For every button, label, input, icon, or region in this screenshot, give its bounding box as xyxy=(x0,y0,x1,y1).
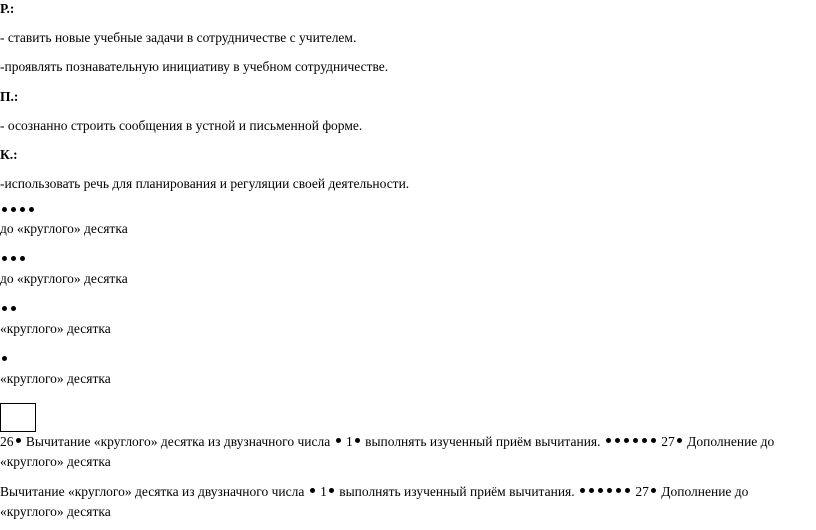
bullet-dots-1 xyxy=(2,356,7,366)
bullet-dot-icon xyxy=(598,488,603,493)
bullet-dot-icon xyxy=(580,488,585,493)
lesson-number: 26 xyxy=(0,434,14,449)
heading-p: П.: xyxy=(0,89,19,104)
bullet-dot-icon xyxy=(624,438,629,443)
lesson-hours: 1 xyxy=(320,484,327,499)
bullet-dot-icon xyxy=(11,256,16,261)
lesson-title: Вычитание «круглого» десятка из двузначного числа xyxy=(0,484,305,499)
next-lesson-number: 27 xyxy=(661,434,675,449)
bottom-line-3 xyxy=(0,483,748,500)
r-item-2: -проявлять познавательную инициативу в учебном сотрудничестве. xyxy=(0,59,389,74)
next-lesson-title: Дополнение до xyxy=(687,434,775,449)
dot-group-2-text: до «круглого» десятка xyxy=(0,271,128,286)
lesson-title: Вычитание «круглого» десятка из двузначного числа xyxy=(25,434,331,449)
bullet-dot-icon xyxy=(20,256,25,261)
bullet-dot-icon xyxy=(310,488,315,493)
empty-box xyxy=(0,403,36,432)
bullet-dot-icon xyxy=(2,256,7,261)
bottom-line-1 xyxy=(0,433,774,450)
bullet-dot-icon xyxy=(29,207,34,212)
bullet-dot-icon xyxy=(2,207,7,212)
bullet-dot-icon xyxy=(329,488,334,493)
bullet-dot-icon xyxy=(616,488,621,493)
bullet-dot-icon xyxy=(11,306,16,311)
bullet-dot-icon xyxy=(16,438,21,443)
heading-k: К.: xyxy=(0,147,18,162)
dot-group-3-text: «круглого» десятка xyxy=(0,321,111,336)
dot-group-4-text: «круглого» десятка xyxy=(0,371,111,386)
bottom-line-4: «круглого» десятка xyxy=(0,504,111,519)
bullet-dots-4 xyxy=(2,207,34,217)
bullet-dot-icon xyxy=(642,438,647,443)
k-item-1: -использовать речь для планирования и регуляции своей деятельности. xyxy=(0,176,410,191)
heading-r: Р.: xyxy=(0,1,15,16)
bullet-dots-2 xyxy=(2,306,16,316)
bullet-dot-icon xyxy=(625,488,630,493)
bullet-dot-icon xyxy=(589,488,594,493)
lesson-hours: 1 xyxy=(345,434,353,449)
r-item-1: - ставить новые учебные задачи в сотрудничестве с учителем. xyxy=(0,30,357,45)
bullet-dot-icon xyxy=(2,356,7,361)
bullet-dot-icon xyxy=(20,207,25,212)
bullet-dot-icon xyxy=(336,438,341,443)
lesson-skill: выполнять изученный приём вычитания. xyxy=(365,434,601,449)
bullet-dots-3 xyxy=(2,256,25,266)
bullet-dot-icon xyxy=(607,488,612,493)
bullet-dot-icon xyxy=(355,438,360,443)
bottom-line-2: «круглого» десятка xyxy=(0,454,111,469)
bullet-dot-icon xyxy=(677,438,682,443)
bullet-dot-icon xyxy=(633,438,638,443)
bullet-dot-icon xyxy=(651,438,656,443)
p-item-1: - осознанно строить сообщения в устной и письменной форме. xyxy=(0,118,363,133)
next-lesson-number: 27 xyxy=(635,484,649,499)
dot-group-1-text: до «круглого» десятка xyxy=(0,221,128,236)
bullet-dot-icon xyxy=(11,207,16,212)
next-lesson-title: Дополнение до xyxy=(661,484,749,499)
lesson-skill: выполнять изученный приём вычитания. xyxy=(339,484,575,499)
bullet-dot-icon xyxy=(606,438,611,443)
bullet-dot-icon xyxy=(2,306,7,311)
bullet-dot-icon xyxy=(615,438,620,443)
bullet-dot-icon xyxy=(651,488,656,493)
